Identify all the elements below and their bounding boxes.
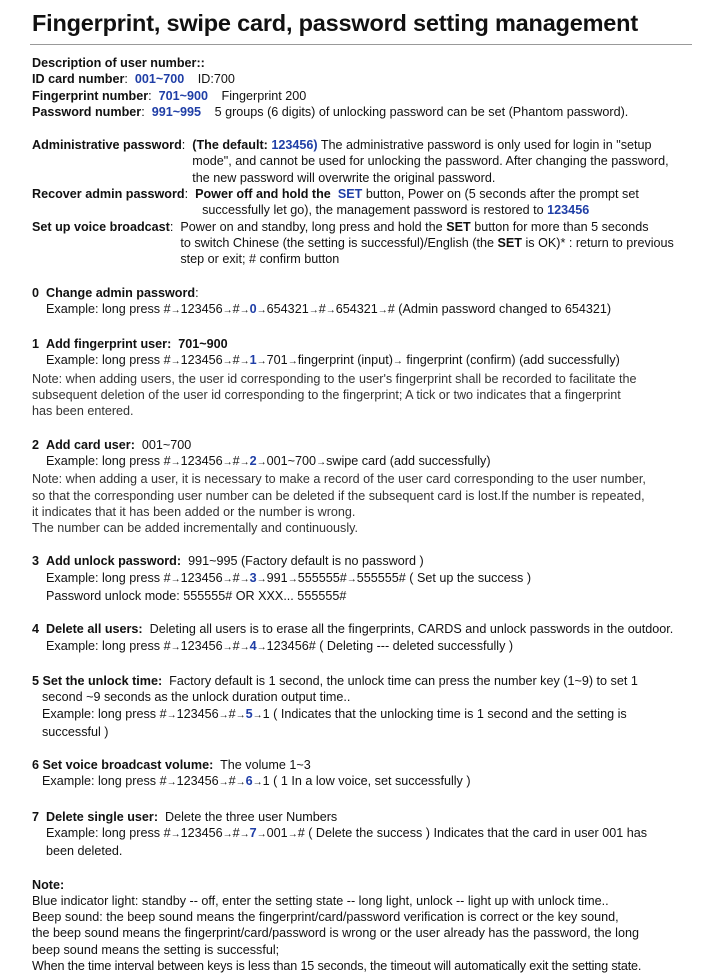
ex-text: # [232, 825, 240, 840]
section-1-note-3: has been entered. [32, 404, 134, 419]
section-3-number: 3 [32, 554, 40, 569]
ex-text: 123456 [180, 453, 223, 468]
ex-text: Example: long press # [42, 774, 167, 789]
ex-text: 654321 [335, 301, 378, 316]
arrow-icon: → [235, 709, 246, 721]
ex-text: 555555# ( Set up the success ) [356, 570, 532, 585]
recover-bold: Power off and hold the [195, 187, 331, 202]
section-5: 5 Set the unlock time: Factory default is 1 second, the unlock time can press the number key (1~9) to set 1 second ~9 seconds as the unlock duration output time.. Example: long press #→123456→#→5→1 ( Indicates that the unlocking time is 1 second and the setting is successful ) [32, 673, 684, 740]
arrow-icon: → [252, 709, 263, 721]
arrow-icon: → [256, 356, 267, 368]
voice-desc-2b: is OK)* : return to previous [525, 235, 674, 250]
voice-desc-2a: to switch Chinese (the setting is successful)/English (the [180, 235, 494, 250]
fingerprint-extra: Fingerprint 200 [221, 88, 307, 103]
section-6-example [32, 773, 684, 791]
recover-desc-1: button, Power on (5 seconds after the prompt set [365, 187, 639, 202]
section-0-example [32, 301, 684, 319]
section-2-example [32, 453, 684, 471]
section-2: 2 Add card user: 001~700 Example: long press #→123456→#→2→001~700→swipe card (add successfully) Note: when adding a user, it is necessary to make a record of the user card corresponding to the user number, so that the corresponding user number can be deleted if the subsequent card is lost.If the number is repeated, it indicates that it has been added or the number is wrong. The number can be added incrementally and continuously. [32, 437, 684, 537]
voice-desc-3: step or exit; # confirm button [180, 252, 340, 267]
section-3-range: 991~995 (Factory default is no password ) [188, 554, 424, 569]
section-3-title: Add unlock password [46, 554, 177, 569]
note-heading: Note [32, 877, 60, 892]
ex-text: 555555# [297, 570, 347, 585]
note-line-5: When the time interval between keys is less than 15 seconds, the timeout will automatically exit the setting state. [32, 959, 642, 974]
arrow-icon: → [256, 573, 267, 585]
ex-text: 123456 [180, 825, 223, 840]
recover-desc-2: successfully let go), the management password is restored to [202, 203, 544, 218]
arrow-icon: → [222, 573, 233, 585]
ex-text: # [232, 353, 240, 368]
arrow-icon: → [325, 304, 336, 316]
admin-password-block: Administrative password: (The default: 123456) The administrative password is only used for login in "setup mode", and cannot be used for unlocking the password. After changing the password, the new password will overwrite the original password. [32, 137, 684, 186]
arrow-icon: → [316, 456, 327, 468]
admin-desc-3: the new password will overwrite the original password. [192, 170, 496, 185]
fingerprint-label: Fingerprint number [32, 88, 149, 103]
ex-text: # [232, 638, 240, 653]
arrow-icon: → [256, 641, 267, 653]
fingerprint-range: 701~900 [158, 88, 209, 103]
section-1-note-1: Note: when adding users, the user id corresponding to the user's fingerprint shall be recorded to facilitate the [32, 371, 637, 386]
section-5-desc-1: Factory default is 1 second, the unlock time can press the number key (1~9) to set 1 [169, 673, 638, 688]
arrow-icon: → [239, 356, 250, 368]
arrow-icon: → [287, 356, 298, 368]
arrow-icon: → [239, 641, 250, 653]
ex-text: 001~700 [266, 453, 317, 468]
ex-text: # (Admin password changed to 654321) [387, 301, 612, 316]
voice-desc-1a: Power on and standby, long press and hold the [180, 219, 443, 234]
section-6: 6 Set voice broadcast volume: The volume 1~3 Example: long press #→123456→#→6→1 ( 1 In a low voice, set successfully ) [32, 757, 684, 792]
voice-set-word-2: SET [497, 235, 522, 250]
ex-text: # [318, 301, 326, 316]
ex-text: # [228, 706, 236, 721]
voice-desc-1b: button for more than 5 seconds [474, 219, 649, 234]
ex-text: Example: long press # [46, 638, 171, 653]
arrow-icon: → [287, 573, 298, 585]
id-card-row: ID card number: 001~700 ID:700 [32, 72, 235, 87]
ex-text: # [228, 774, 236, 789]
id-card-extra: ID:700 [197, 72, 235, 87]
arrow-icon: → [235, 777, 246, 789]
note-line-2: Beep sound: the beep sound means the fingerprint/card/password verification is correct or the key sound, [32, 910, 619, 925]
ex-text: 701 [266, 353, 288, 368]
ex-key: 6 [245, 774, 253, 789]
arrow-icon: → [166, 709, 177, 721]
ex-text: 123456 [180, 638, 223, 653]
section-2-title: Add card user [46, 437, 131, 452]
arrow-icon: → [170, 641, 181, 653]
arrow-icon: → [170, 828, 181, 840]
ex-text: Example: long press # [46, 453, 171, 468]
section-4: 4 Delete all users: Deleting all users is to erase all the fingerprints, CARDS and unlock passwords in the outdoor. Example: long press #→123456→#→4→123456# ( Deleting --- deleted successfully ) [32, 621, 684, 656]
admin-default-label: (The default: [192, 138, 268, 153]
section-6-desc: The volume 1~3 [220, 758, 311, 773]
voice-set-word: SET [446, 219, 471, 234]
admin-desc-2: mode", and cannot be used for unlocking the password. After changing the password, [192, 154, 669, 169]
ex-text: 123456 [180, 570, 223, 585]
user-number-description [32, 55, 684, 120]
ex-key: 5 [245, 706, 253, 721]
ex-key: 0 [249, 301, 257, 316]
section-7-example-cont: been deleted. [46, 844, 123, 859]
arrow-icon: → [308, 304, 319, 316]
ex-text: Example: long press # [46, 301, 171, 316]
section-0-title: Change admin password [46, 285, 196, 300]
ex-text: 123456 [176, 774, 219, 789]
recover-value: 123456 [547, 203, 590, 218]
password-extra: 5 groups (6 digits) of unlocking password can be set (Phantom password). [214, 104, 629, 119]
arrow-icon: → [218, 709, 229, 721]
title-divider [30, 44, 692, 45]
note-line-3: the beep sound means the fingerprint/card/password is wrong or the user already has the password, the long [32, 926, 639, 941]
section-7: 7 Delete single user: Delete the three user Numbers Example: long press #→123456→#→7→001→# ( Delete the success ) Indicates that the card in user 001 has been deleted. [32, 809, 684, 860]
ex-key: 7 [249, 825, 257, 840]
ex-text: Example: long press # [46, 570, 171, 585]
arrow-icon: → [256, 304, 267, 316]
section-3-unlock-mode: Password unlock mode: 555555# OR XXX... 555555# [46, 589, 347, 604]
section-4-number: 4 [32, 622, 40, 637]
ex-text: # [232, 453, 240, 468]
arrow-icon: → [239, 573, 250, 585]
section-2-number: 2 [32, 437, 40, 452]
ex-key: 2 [249, 453, 257, 468]
ex-text: # ( Delete the success ) Indicates that the card in user 001 has [297, 825, 648, 840]
ex-text: # [232, 570, 240, 585]
arrow-icon: → [239, 304, 250, 316]
arrow-icon: → [377, 304, 388, 316]
password-row: Password number: 991~995 5 groups (6 digits) of unlocking password can be set (Phantom password). [32, 104, 629, 119]
ex-text: 123456# ( Deleting --- deleted successfully ) [266, 638, 514, 653]
arrow-icon: → [346, 573, 357, 585]
ex-text: 1 ( 1 In a low voice, set successfully ) [262, 774, 471, 789]
password-label: Password number [32, 104, 142, 119]
ex-key: 3 [249, 570, 257, 585]
ex-text: 123456 [180, 301, 223, 316]
arrow-icon: → [222, 304, 233, 316]
arrow-icon: → [166, 777, 177, 789]
section-4-example [32, 638, 684, 656]
arrow-icon: → [170, 456, 181, 468]
section-2-note-2: so that the corresponding user number can be deleted if the subsequent card is lost.If the number is repeated, [32, 488, 645, 503]
arrow-icon: → [392, 356, 403, 368]
ex-text: # [232, 301, 240, 316]
section-0 [32, 285, 684, 320]
section-1: 1 Add fingerprint user: 701~900 Example: long press #→123456→#→1→701→fingerprint (input)→ fingerprint (confirm) (add successfully) Note: when adding users, the user id corresponding to the user's fingerprint shall be recorded to facilitate the subsequent deletion of the user id corresponding to the fingerprint; A tick or two indicates that a fingerprint has been entered. [32, 336, 684, 419]
section-1-range: 701~900 [178, 337, 228, 352]
page-title: Fingerprint, swipe card, password setting management [32, 10, 638, 36]
description-heading: Description of user number:: [32, 56, 205, 70]
section-3: 3 Add unlock password: 991~995 (Factory default is no password ) Example: long press #→123456→#→3→991→555555#→555555# ( Set up the success ) Password unlock mode: 555555# OR XXX... 555555# [32, 553, 684, 604]
section-3-example [32, 570, 684, 588]
section-6-title: 6 Set voice broadcast volume [32, 758, 210, 773]
admin-default-value: 123456) [271, 138, 318, 153]
section-2-note-3: it indicates that it has been added or the number is wrong. [32, 504, 356, 519]
ex-text: 001 [266, 825, 288, 840]
id-card-range: 001~700 [134, 72, 185, 87]
arrow-icon: → [222, 456, 233, 468]
recover-admin-block: Recover admin password: Power off and hold the SET button, Power on (5 seconds after the prompt set successfully let go), the management password is restored to 123456 [32, 187, 639, 218]
arrow-icon: → [222, 828, 233, 840]
ex-text: fingerprint (confirm) (add successfully) [406, 353, 620, 368]
arrow-icon: → [170, 573, 181, 585]
section-5-example [32, 706, 684, 724]
ex-text: 123456 [176, 706, 219, 721]
note-line-4: beep sound means the setting is successful; [32, 942, 280, 957]
ex-text: Example: long press # [46, 825, 171, 840]
arrow-icon: → [222, 356, 233, 368]
recover-set-word: SET [337, 187, 363, 202]
note-line-1: Blue indicator light: standby -- off, enter the setting state -- long light, unlock -- light up with unlock time.. [32, 893, 609, 908]
section-5-title: 5 Set the unlock time [32, 673, 158, 688]
admin-desc-1: The administrative password is only used for login in "setup [320, 138, 652, 153]
admin-password-label: Administrative password [32, 138, 182, 153]
section-4-desc: Deleting all users is to erase all the fingerprints, CARDS and unlock passwords in the outdoor. [149, 622, 674, 637]
arrow-icon: → [239, 456, 250, 468]
section-7-number: 7 [32, 809, 40, 824]
section-2-note-4: The number can be added incrementally and continuously. [32, 521, 359, 536]
arrow-icon: → [170, 356, 181, 368]
section-2-range: 001~700 [141, 437, 192, 452]
arrow-icon: → [252, 777, 263, 789]
section-5-example-cont: successful ) [42, 724, 109, 739]
section-1-number: 1 [32, 337, 40, 352]
ex-text: fingerprint (input) [297, 353, 393, 368]
section-7-example [32, 825, 684, 843]
arrow-icon: → [218, 777, 229, 789]
section-4-title: Delete all users [46, 622, 139, 637]
fingerprint-row: Fingerprint number: 701~900 Fingerprint 200 [32, 88, 307, 103]
footer-note: Note: Blue indicator light: standby -- off, enter the setting state -- long light, unlock -- light up with unlock time.. Beep sound: the beep sound means the fingerprint/card/password verification is correct or the key sound, the beep sound means the fingerprint/card/password is wrong or the user already has the password, the long beep sound means the setting is successful; When the time interval between keys is less than 15 seconds, the timeout will automatically exit the setting state. [32, 877, 684, 974]
section-2-note-1: Note: when adding a user, it is necessary to make a record of the user card corresponding to the user number, [32, 472, 646, 487]
section-7-desc: Delete the three user Numbers [165, 809, 338, 824]
arrow-icon: → [239, 828, 250, 840]
arrow-icon: → [170, 304, 181, 316]
section-0-number: 0 [32, 285, 40, 300]
ex-text: 654321 [266, 301, 309, 316]
arrow-icon: → [256, 828, 267, 840]
recover-label: Recover admin password [32, 187, 185, 202]
voice-label: Set up voice broadcast [32, 219, 170, 234]
arrow-icon: → [287, 828, 298, 840]
arrow-icon: → [222, 641, 233, 653]
ex-key: 1 [249, 353, 257, 368]
ex-text: 991 [266, 570, 288, 585]
section-1-example [32, 352, 684, 370]
section-0-colon: : [195, 285, 199, 300]
section-1-title: Add fingerprint user [46, 337, 168, 352]
password-range: 991~995 [151, 104, 202, 119]
ex-text: Example: long press # [46, 353, 171, 368]
section-7-title: Delete single user [46, 809, 154, 824]
voice-broadcast-block: Set up voice broadcast: Power on and standby, long press and hold the SET button for more than 5 seconds to switch Chinese (the setting is successful)/English (the SET is OK)* : return to previous step or exit; # confirm button [32, 219, 684, 268]
ex-text: swipe card (add successfully) [326, 453, 491, 468]
ex-key: 4 [249, 638, 257, 653]
section-1-note-2: subsequent deletion of the user id corresponding to the fingerprint; A tick or two indicates that a fingerprint [32, 388, 621, 403]
ex-text: Example: long press # [42, 706, 167, 721]
ex-text: 123456 [180, 353, 223, 368]
section-5-desc-2: second ~9 seconds as the unlock duration output time.. [42, 690, 351, 705]
id-card-label: ID card number [32, 72, 125, 87]
ex-text: 1 ( Indicates that the unlocking time is 1 second and the setting is [262, 706, 627, 721]
arrow-icon: → [256, 456, 267, 468]
